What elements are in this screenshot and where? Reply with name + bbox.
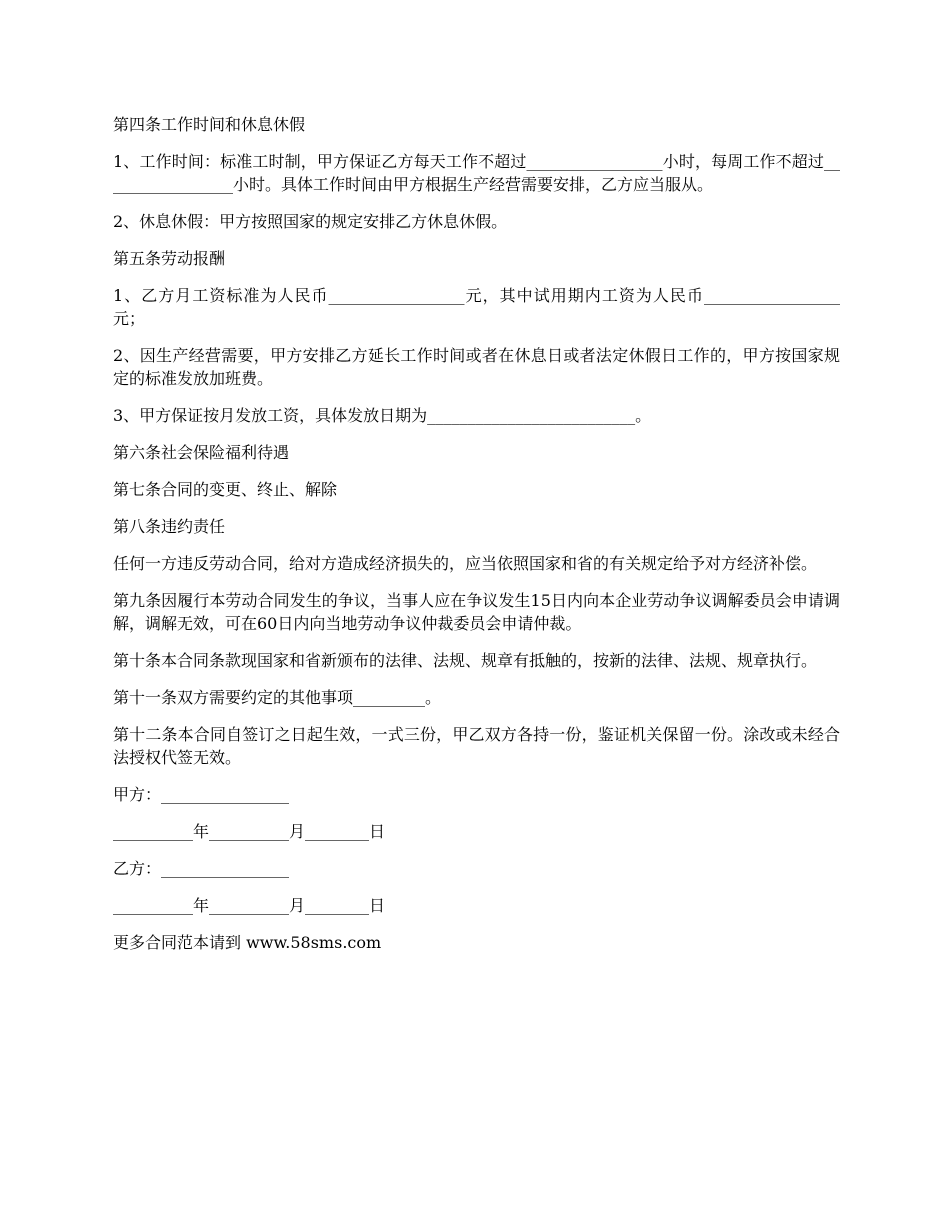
article-4-heading: 第四条工作时间和休息休假 bbox=[113, 115, 306, 134]
article-5-heading: 第五条劳动报酬 bbox=[113, 249, 226, 268]
article-11: 第十一条双方需要约定的其他事项_________。 bbox=[113, 688, 442, 707]
party-a-signature-line: 甲方：________________ bbox=[113, 785, 290, 804]
article-5-clause-3: 3、甲方保证按月发放工资，具体发放日期为__________________________。 bbox=[113, 406, 652, 425]
article-8-heading: 第八条违约责任 bbox=[113, 517, 226, 536]
party-b-date-line: __________年__________月________日 bbox=[113, 896, 386, 915]
article-6-heading: 第六条社会保险福利待遇 bbox=[113, 443, 290, 462]
article-5-clause-1: 1、乙方月工资标准为人民币_________________元，其中试用期内工资为人民币_________________元； bbox=[113, 286, 840, 328]
article-4-clause-1: 1、工作时间：标准工时制，甲方保证乙方每天工作不超过_________________小时，每周工作不超过_________________小时。具体工作时间由甲方根据生产经营需要安排，乙方应当服从。 bbox=[113, 152, 840, 194]
article-8-body: 任何一方违反劳动合同，给对方造成经济损失的，应当依照国家和省的有关规定给予对方经济补偿。 bbox=[113, 554, 818, 573]
article-5-clause-2: 2、因生产经营需要，甲方安排乙方延长工作时间或者在休息日或者法定休假日工作的，甲方按国家规定的标准发放加班费。 bbox=[113, 346, 840, 388]
article-12: 第十二条本合同自签订之日起生效，一式三份，甲乙双方各持一份，鉴证机关保留一份。涂改或未经合法授权代签无效。 bbox=[113, 725, 840, 767]
party-b-signature-line: 乙方：________________ bbox=[113, 859, 290, 878]
article-7-heading: 第七条合同的变更、终止、解除 bbox=[113, 480, 338, 499]
party-a-date-line: __________年__________月________日 bbox=[113, 822, 386, 841]
article-9: 第九条因履行本劳动合同发生的争议，当事人应在争议发生15日内向本企业劳动争议调解委员会申请调解，调解无效，可在60日内向当地劳动争议仲裁委员会申请仲裁。 bbox=[113, 591, 840, 633]
article-10: 第十条本合同条款现国家和省新颁布的法律、法规、规章有抵触的，按新的法律、法规、规章执行。 bbox=[113, 651, 818, 670]
article-4-clause-2: 2、休息休假：甲方按照国家的规定安排乙方休息休假。 bbox=[113, 212, 508, 231]
document-page bbox=[113, 113, 840, 968]
footer-website-note: 更多合同范本请到 www.58sms.com bbox=[113, 933, 382, 952]
